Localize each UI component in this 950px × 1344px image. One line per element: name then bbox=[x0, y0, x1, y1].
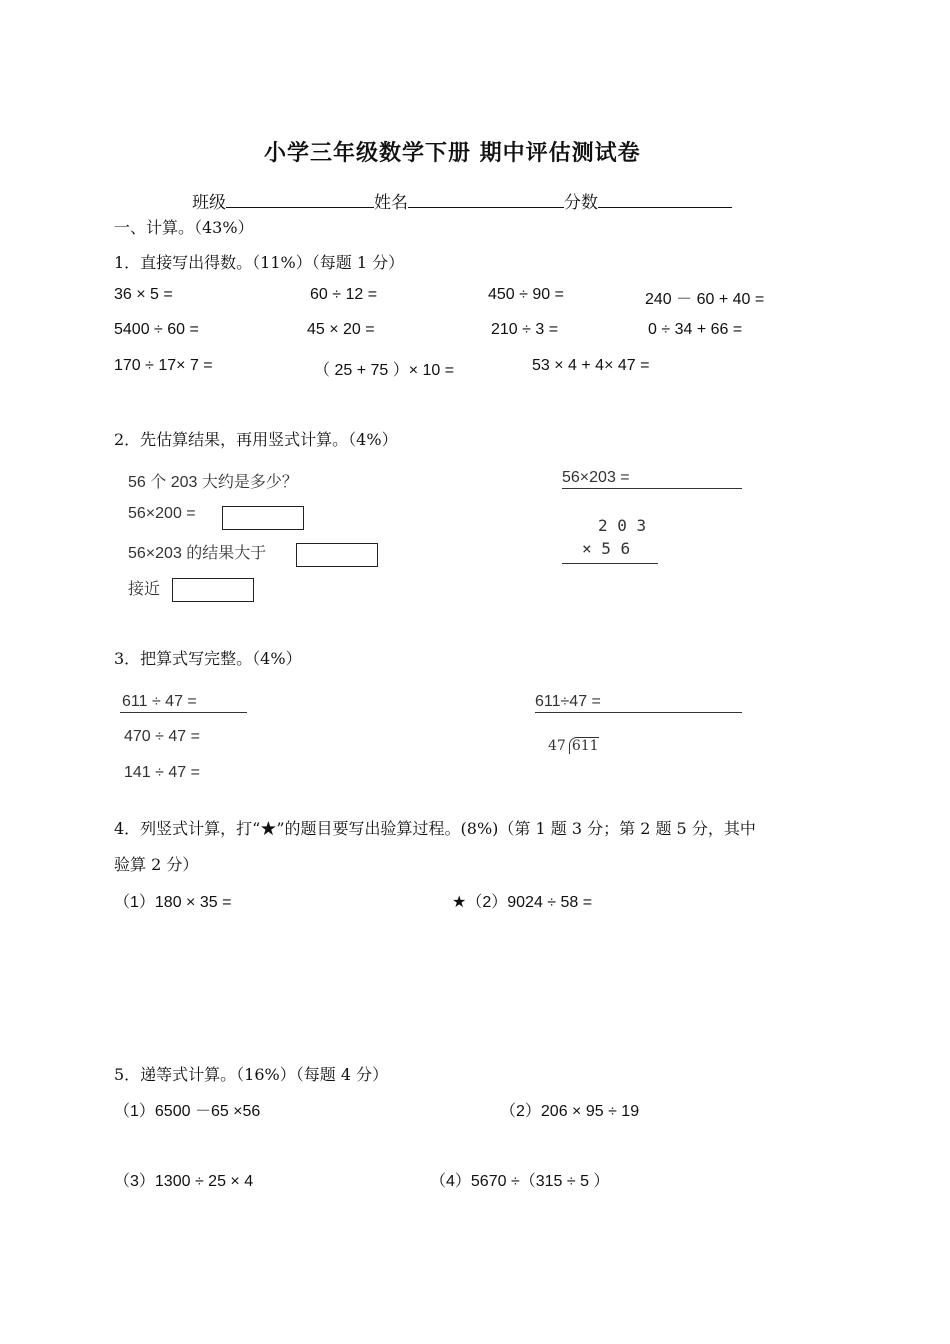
q1-r2-c4: 0 ÷ 34 + 66 = bbox=[648, 321, 743, 338]
q1-r1-c4: 240 － 60 + 40 = bbox=[645, 291, 765, 308]
q5-heading: 5．递等式计算。（16%）（每题 4 分） bbox=[114, 1065, 389, 1084]
q1-r2-c2: 45 × 20 = bbox=[307, 321, 375, 338]
name-field[interactable] bbox=[408, 189, 564, 208]
page-title: 小学三年级数学下册 期中评估测试卷 bbox=[264, 140, 641, 166]
q3-divisor: 47 bbox=[548, 738, 566, 754]
q1-r3-c1: 170 ÷ 17× 7 = bbox=[114, 357, 213, 374]
class-field[interactable] bbox=[226, 189, 374, 208]
q3-left-1: 611 ÷ 47 = bbox=[122, 693, 197, 710]
q2-right-equation: 56×203 = bbox=[562, 469, 630, 486]
q3-right-underline bbox=[535, 712, 742, 713]
q3-dividend: 611 bbox=[569, 737, 599, 754]
q1-r3-c3: 53 × 4 + 4× 47 = bbox=[532, 357, 650, 374]
q1-r1-c1: 36 × 5 = bbox=[114, 286, 173, 303]
header-fields bbox=[192, 188, 732, 213]
q3-right-equation: 611÷47 = bbox=[535, 693, 601, 710]
q3-heading: 3．把算式写完整。（4%） bbox=[114, 649, 302, 668]
q2-question: 56 个 203 大约是多少？ bbox=[128, 474, 298, 491]
q2-vertical-top: 2 0 3 bbox=[598, 516, 647, 535]
q1-r1-c2: 60 ÷ 12 = bbox=[310, 286, 378, 303]
q2-heading: 2．先估算结果，再用竖式计算。（4%） bbox=[114, 430, 398, 449]
q2-answer-box-1[interactable] bbox=[222, 506, 304, 530]
q2-vertical-multiplier: × 5 6 bbox=[582, 539, 631, 558]
q1-heading: 1．直接写出得数。（11%）（每题 1 分） bbox=[114, 253, 405, 272]
name-label: 姓名 bbox=[374, 193, 408, 213]
q3-left-3: 141 ÷ 47 = bbox=[124, 764, 200, 781]
q3-left-underline bbox=[120, 712, 247, 713]
score-field[interactable] bbox=[598, 189, 732, 208]
q3-left-2: 470 ÷ 47 = bbox=[124, 728, 200, 745]
section-heading: 一、计算。（43%） bbox=[114, 218, 254, 237]
q5-problem-1: （1）6500 －65 ×56 bbox=[114, 1103, 261, 1120]
q5-problem-3: （3）1300 ÷ 25 × 4 bbox=[114, 1173, 254, 1190]
q1-r1-c3: 450 ÷ 90 = bbox=[488, 286, 564, 303]
q3-long-division bbox=[548, 737, 599, 754]
q4-heading: 4．列竖式计算，打“★”的题目要写出验算过程。(8%)（第 1 题 3 分；第 2 题 5 分，其中 bbox=[114, 819, 756, 838]
q1-r3-c2: （ 25 + 75 ）× 10 = bbox=[314, 362, 455, 379]
q2-answer-box-3[interactable] bbox=[172, 578, 254, 602]
q1-r2-c1: 5400 ÷ 60 = bbox=[114, 321, 199, 338]
q2-answer-box-2[interactable] bbox=[296, 543, 378, 567]
q2-line3: 接近 bbox=[128, 581, 161, 598]
q4-problem-1: （1）180 × 35 = bbox=[114, 894, 232, 911]
q5-problem-4: （4）5670 ÷（315 ÷ 5 ） bbox=[430, 1173, 610, 1190]
q5-problem-2: （2）206 × 95 ÷ 19 bbox=[500, 1103, 640, 1120]
q2-line1: 56×200 = bbox=[128, 505, 196, 522]
q2-vertical-line bbox=[562, 563, 658, 564]
score-label: 分数 bbox=[564, 193, 598, 213]
class-label: 班级 bbox=[192, 193, 226, 213]
q1-r2-c3: 210 ÷ 3 = bbox=[491, 321, 559, 338]
q2-right-underline bbox=[562, 488, 742, 489]
q4-problem-2: ★（2）9024 ÷ 58 = bbox=[452, 894, 593, 911]
q4-heading-cont: 验算 2 分） bbox=[114, 855, 199, 874]
q2-line2: 56×203 的结果大于 bbox=[128, 545, 267, 562]
